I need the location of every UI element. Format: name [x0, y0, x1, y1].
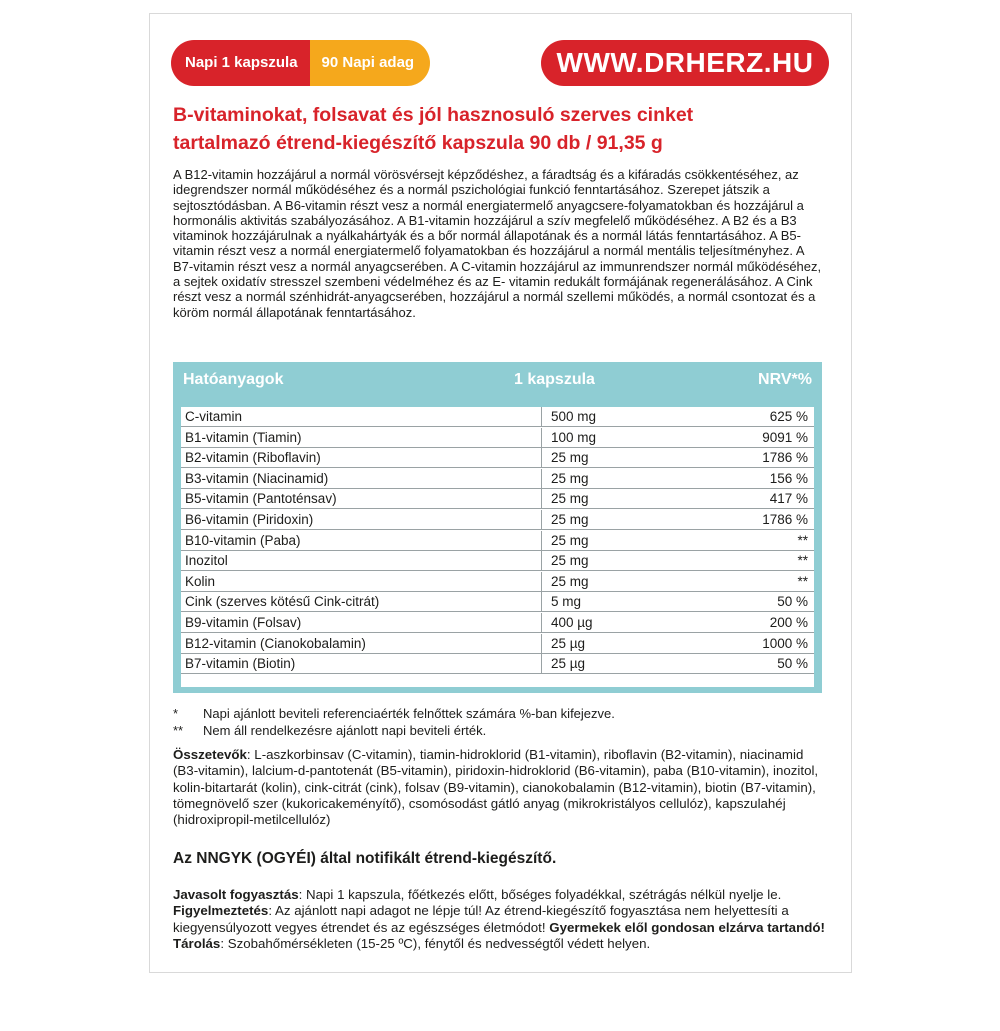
- table-row: [181, 448, 814, 468]
- table-row: [181, 428, 814, 448]
- dosage-badge: [171, 40, 430, 86]
- ingredient-nrv: **: [797, 532, 808, 548]
- ingredient-nrv: 50 %: [777, 656, 808, 672]
- headline-line-1: B-vitaminokat, folsavat és jól hasznosuló szerves cinket: [173, 104, 694, 126]
- footnotes: [173, 705, 813, 739]
- table-row: [181, 531, 814, 551]
- ingredients-label: Összetevők: [173, 747, 247, 762]
- table-row: [181, 551, 814, 571]
- ingredient-name: B10-vitamin (Paba): [185, 532, 301, 548]
- ingredient-amount: 25 µg: [551, 656, 586, 672]
- table-row: [181, 634, 814, 654]
- table-row: [181, 469, 814, 489]
- daily-doses-badge: 90 Napi adag: [310, 40, 431, 86]
- column-divider: [541, 634, 542, 653]
- header-per-capsule: 1 kapszula: [514, 371, 595, 388]
- warning-text: : Az ajánlott napi adagot ne lépje túl! Az étrend-kiegészítő fogyasztása nem helyettesíti a kiegyensúlyozott vegyes étrendet és az egészséges életmódot!: [173, 903, 789, 935]
- table-row: [181, 592, 814, 612]
- ingredient-nrv: 9091 %: [762, 429, 808, 445]
- ingredient-amount: 100 mg: [551, 429, 597, 445]
- ingredient-amount: 25 mg: [551, 512, 589, 527]
- ingredient-nrv: 50 %: [777, 594, 808, 610]
- storage-label: Tárolás: [173, 935, 221, 951]
- product-headline: [173, 101, 813, 157]
- ingredient-nrv: 200 %: [769, 615, 808, 630]
- ingredient-nrv: 1786 %: [762, 512, 808, 527]
- table-row: [181, 407, 814, 427]
- ingredient-name: B12-vitamin (Cianokobalamin): [185, 635, 366, 651]
- ingredient-amount: 25 µg: [551, 635, 586, 651]
- ingredient-nrv: **: [797, 553, 808, 569]
- ingredient-name: C-vitamin: [185, 409, 243, 424]
- ingredient-amount: 25 mg: [551, 553, 589, 569]
- column-divider: [541, 407, 542, 426]
- ingredient-nrv: 625 %: [769, 409, 808, 424]
- column-divider: [541, 510, 542, 529]
- ingredient-name: B7-vitamin (Biotin): [185, 656, 296, 672]
- consumption-label: Javasolt fogyasztás: [173, 887, 299, 902]
- ingredient-amount: 25 mg: [551, 573, 589, 589]
- nutrition-table: [173, 362, 822, 693]
- notification-statement: Az NNGYK (OGYÉI) által notifikált étrend-kiegészítő.: [173, 850, 557, 867]
- column-divider: [541, 654, 542, 673]
- ingredient-name: B1-vitamin (Tiamin): [185, 429, 302, 445]
- ingredient-nrv: **: [797, 573, 808, 589]
- ingredient-name: B6-vitamin (Piridoxin): [185, 512, 314, 527]
- warning-label: Figyelmeztetés: [173, 903, 269, 919]
- ingredient-nrv: 417 %: [769, 491, 808, 507]
- ingredient-nrv: 156 %: [769, 470, 808, 486]
- ingredient-amount: 25 mg: [551, 450, 589, 466]
- children-warning: Gyermekek elől gondosan elzárva tartandó!: [549, 919, 825, 935]
- ingredient-name: B2-vitamin (Riboflavin): [185, 450, 321, 466]
- column-divider: [541, 428, 542, 447]
- storage-text: : Szobahőmérsékleten (15-25 ºC), fénytől és nedvességtől védett helyen.: [220, 935, 651, 951]
- ingredient-name: B5-vitamin (Pantoténsav): [185, 491, 337, 507]
- health-claims-text: A B12-vitamin hozzájárul a normál vörösvérsejt képződéshez, a fáradtság és a kifáradás csökkentéséhez, az idegrendszer normál működéséhez és a normál pszichológiai funkció fenntartásához. Szerepet játszik a sejtosztódásban. A B6-vitamin részt vesz a normál energiatermelő anyagcsere-folyamatokban és hozzájárul a hormonális aktivitás szabályozásához. A B1-vitamin hozzájárul a szív megfelelő működéséhez. A B2 és a B3 vitaminok hozzájárulnak a nyálkahártyák és a bőr normál állapotának és a normál látás fenntartásához. A B5-vitamin részt vesz a normál energiatermelő folyamatokban és hozzájárul a normál mentális teljesítményhez. A B7-vitamin részt vesz a normál anyagcserében. A C-vitamin hozzájárul az immunrendszer normál működéséhez, a sejtek oxidatív stresszel szembeni védelméhez és az E- vitamin redukált formájának regenerálásához. A Cink részt vesz a normál szénhidrát-anyagcserében, hozzájárul a normál szellemi működés, a normál csontozat és a köröm normál állapotának fenntartásához.: [173, 167, 822, 320]
- column-divider: [541, 448, 542, 467]
- column-divider: [541, 613, 542, 632]
- table-row: [181, 572, 814, 592]
- column-divider: [541, 469, 542, 488]
- table-row: [181, 510, 814, 530]
- ingredient-name: Inozitol: [185, 553, 228, 569]
- header-nrv: NRV*%: [758, 371, 812, 388]
- ingredient-amount: 5 mg: [551, 594, 582, 610]
- nutrition-table-header: [173, 362, 822, 400]
- ingredient-amount: 500 mg: [551, 409, 597, 424]
- header-active-ingredients: Hatóanyagok: [183, 371, 284, 388]
- ingredient-amount: 25 mg: [551, 491, 589, 507]
- ingredient-amount: 25 mg: [551, 470, 589, 486]
- website-badge: WWW.DRHERZ.HU: [541, 40, 829, 86]
- footnote-no-nrv: [173, 722, 813, 739]
- ingredient-nrv: 1000 %: [762, 635, 808, 651]
- consumption-text: : Napi 1 kapszula, főétkezés előtt, bőséges folyadékkal, szétrágás nélkül nyelje le.: [298, 887, 782, 902]
- footnote-mark: **: [173, 723, 184, 738]
- usage-text: [173, 887, 828, 952]
- column-divider: [541, 592, 542, 611]
- headline-line-2: tartalmazó étrend-kiegészítő kapszula 90 db / 91,35 g: [173, 132, 663, 154]
- column-divider: [541, 489, 542, 508]
- ingredients-list: : L-aszkorbinsav (C-vitamin), tiamin-hidroklorid (B1-vitamin), riboflavin (B2-vitamin), niacinamid (B3-vitamin), lalcium-d-pantotenát (B5-vitamin), piridoxin-hidroklorid (B6-vitamin), paba (B10-vitamin), inozitol, kolin-bitartarát (kolin), cink-citrát (cink), folsav (B9-vitamin), cianokobalamin (B12-vitamin), biotin (B7-vitamin), tömegnövelő szer (kukoricakeményítő), csomósodást gátló anyag (mikrokristályos cellulóz), kapszulahéj (hidroxipropil-metilcellulóz): [173, 747, 819, 828]
- footnote-nrv: [173, 705, 813, 722]
- footnote-text: Nem áll rendelkezésre ajánlott napi beviteli érték.: [203, 723, 487, 738]
- ingredient-nrv: 1786 %: [762, 450, 808, 466]
- table-row: [181, 654, 814, 674]
- footnote-mark: *: [173, 706, 179, 721]
- ingredient-name: B9-vitamin (Folsav): [185, 615, 302, 630]
- ingredient-amount: 25 mg: [551, 532, 589, 548]
- table-row: [181, 489, 814, 509]
- column-divider: [541, 551, 542, 570]
- table-row: [181, 613, 814, 633]
- ingredient-amount: 400 µg: [551, 615, 593, 630]
- daily-capsule-badge: Napi 1 kapszula: [171, 40, 310, 86]
- ingredient-name: Kolin: [185, 573, 216, 589]
- ingredient-name: B3-vitamin (Niacinamid): [185, 470, 329, 486]
- column-divider: [541, 572, 542, 591]
- ingredients-text: [173, 747, 823, 828]
- ingredient-name: Cink (szerves kötésű Cink-citrát): [185, 594, 380, 610]
- column-divider: [541, 531, 542, 550]
- footnote-text: Napi ajánlott beviteli referenciaérték felnőttek számára %-ban kifejezve.: [203, 706, 615, 721]
